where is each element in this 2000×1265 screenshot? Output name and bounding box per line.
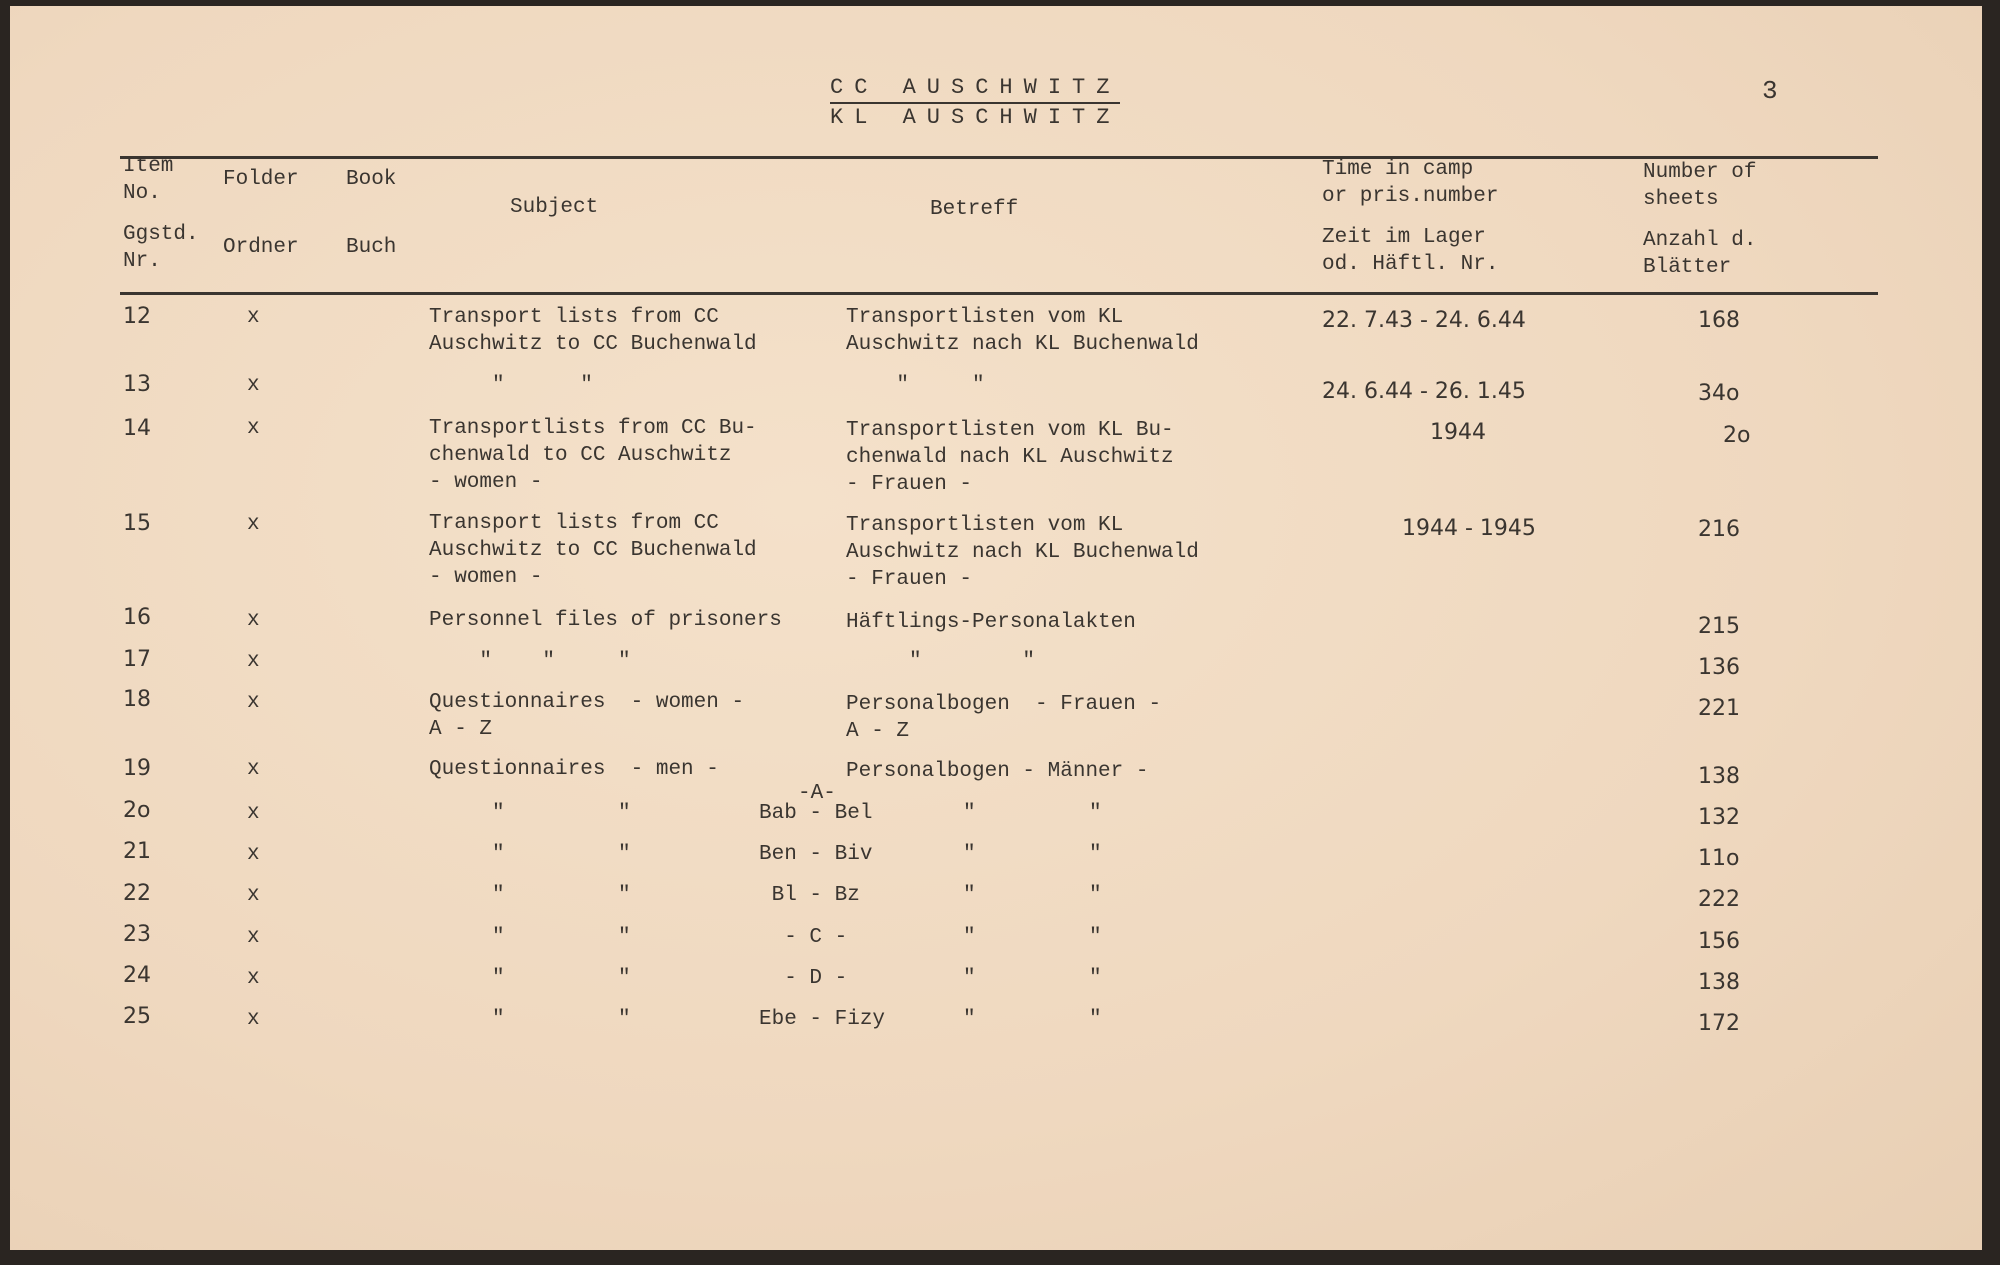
sheet-count: 222: [1698, 887, 1740, 912]
name-range: Ebe - Fizy: [759, 1008, 886, 1031]
betreff-text: Transportlisten vom KL Auschwitz nach KL Buchenwald: [846, 306, 1199, 356]
item-number: 22: [123, 881, 151, 906]
subject-text: " " ": [429, 650, 631, 673]
item-number: 14: [123, 416, 151, 441]
folder-mark: x: [247, 1008, 260, 1031]
header-item-de: Ggstd. Nr.: [123, 223, 199, 273]
folder-mark: x: [247, 926, 260, 949]
header-subject: Subject: [510, 196, 599, 219]
subject-text: Personnel files of prisoners: [429, 609, 782, 632]
betreff-text: " ": [900, 926, 1102, 949]
folder-mark: x: [247, 691, 260, 714]
sheet-count: 215: [1698, 614, 1740, 639]
betreff-text: " ": [900, 967, 1102, 990]
folder-mark: x: [247, 884, 260, 907]
folder-mark: x: [247, 758, 260, 781]
betreff-text: Personalbogen - Männer -: [846, 760, 1149, 783]
sheet-count: 221: [1698, 696, 1740, 721]
folder-mark: x: [247, 513, 260, 536]
item-number: 18: [123, 687, 151, 712]
name-range: - D -: [759, 967, 848, 990]
item-number: 12: [123, 304, 151, 329]
time-in-camp: 22. 7.43 - 24. 6.44: [1322, 308, 1526, 333]
header-item-en: Item No.: [123, 155, 174, 205]
folder-mark: x: [247, 374, 260, 397]
header-folder-en: Folder: [223, 168, 299, 191]
subject-text: Transport lists from CC Auschwitz to CC Buchenwald: [429, 306, 757, 356]
time-in-camp: 24. 6.44 - 26. 1.45: [1322, 379, 1526, 404]
header-book-en: Book: [346, 168, 397, 191]
item-number: 2o: [123, 798, 151, 823]
subject-text: " ": [429, 967, 631, 990]
header-time-de: Zeit im Lager od. Häftl. Nr.: [1322, 226, 1499, 276]
subject-text: " ": [429, 843, 631, 866]
subject-text: " ": [429, 802, 631, 825]
betreff-text: Personalbogen - Frauen - A - Z: [846, 693, 1162, 743]
folder-mark: x: [247, 843, 260, 866]
range-heading: -A-: [798, 782, 836, 805]
sheet-count: 168: [1698, 308, 1740, 333]
item-number: 16: [123, 605, 151, 630]
sheet-count: 216: [1698, 517, 1740, 542]
header-book-de: Buch: [346, 236, 397, 259]
item-number: 25: [123, 1004, 151, 1029]
subject-text: Questionnaires - women - A - Z: [429, 691, 745, 741]
header-time-en: Time in camp or pris.number: [1322, 158, 1499, 208]
item-number: 17: [123, 647, 151, 672]
header-sheets-de: Anzahl d. Blätter: [1643, 229, 1757, 279]
betreff-text: " ": [846, 650, 1036, 673]
sheet-count: 138: [1698, 970, 1740, 995]
time-in-camp: 1944: [1430, 420, 1486, 445]
betreff-text: " ": [900, 843, 1102, 866]
header-bottom-rule: [120, 292, 1878, 295]
header-betreff: Betreff: [930, 198, 1019, 221]
item-number: 19: [123, 756, 151, 781]
subject-text: " ": [429, 884, 631, 907]
betreff-text: " ": [846, 374, 985, 397]
name-range: Bab - Bel: [759, 802, 873, 825]
subject-text: " ": [429, 926, 631, 949]
betreff-text: Transportlisten vom KL Bu- chenwald nach KL Auschwitz - Frauen -: [846, 419, 1174, 496]
title-line-en: CC AUSCHWITZ: [830, 74, 1120, 104]
page-title: [830, 74, 1120, 131]
header-top-rule: [120, 156, 1878, 159]
folder-mark: x: [247, 306, 260, 329]
item-number: 15: [123, 511, 151, 536]
folder-mark: x: [247, 967, 260, 990]
item-number: 13: [123, 372, 151, 397]
sheet-count: 34o: [1698, 381, 1740, 406]
subject-text: Questionnaires - men -: [429, 758, 719, 781]
sheet-count: 172: [1698, 1011, 1740, 1036]
betreff-text: " ": [900, 802, 1102, 825]
item-number: 24: [123, 963, 151, 988]
folder-mark: x: [247, 650, 260, 673]
item-number: 23: [123, 922, 151, 947]
header-folder-de: Ordner: [223, 236, 299, 259]
betreff-text: Transportlisten vom KL Auschwitz nach KL Buchenwald - Frauen -: [846, 514, 1199, 591]
name-range: Ben - Biv: [759, 843, 873, 866]
name-range: - C -: [759, 926, 848, 949]
time-in-camp: 1944 - 1945: [1402, 516, 1536, 541]
folder-mark: x: [247, 802, 260, 825]
subject-text: Transport lists from CC Auschwitz to CC Buchenwald - women -: [429, 512, 757, 589]
folder-mark: x: [247, 417, 260, 440]
header-sheets-en: Number of sheets: [1643, 161, 1757, 211]
sheet-count: 136: [1698, 655, 1740, 680]
document-page: [10, 6, 1982, 1250]
sheet-count: 132: [1698, 805, 1740, 830]
subject-text: Transportlists from CC Bu- chenwald to CC Auschwitz - women -: [429, 417, 757, 494]
sheet-count: 138: [1698, 764, 1740, 789]
folder-mark: x: [247, 609, 260, 632]
sheet-count: 11o: [1698, 846, 1740, 871]
subject-text: " ": [429, 1008, 631, 1031]
sheet-count: 2o: [1723, 423, 1751, 448]
name-range: Bl - Bz: [759, 884, 860, 907]
subject-text: " ": [429, 374, 593, 397]
title-line-de: KL AUSCHWITZ: [830, 105, 1121, 130]
betreff-text: " ": [900, 884, 1102, 907]
betreff-text: " ": [900, 1008, 1102, 1031]
page-number: 3: [1762, 76, 1778, 106]
betreff-text: Häftlings-Personalakten: [846, 611, 1136, 634]
item-number: 21: [123, 839, 151, 864]
sheet-count: 156: [1698, 929, 1740, 954]
